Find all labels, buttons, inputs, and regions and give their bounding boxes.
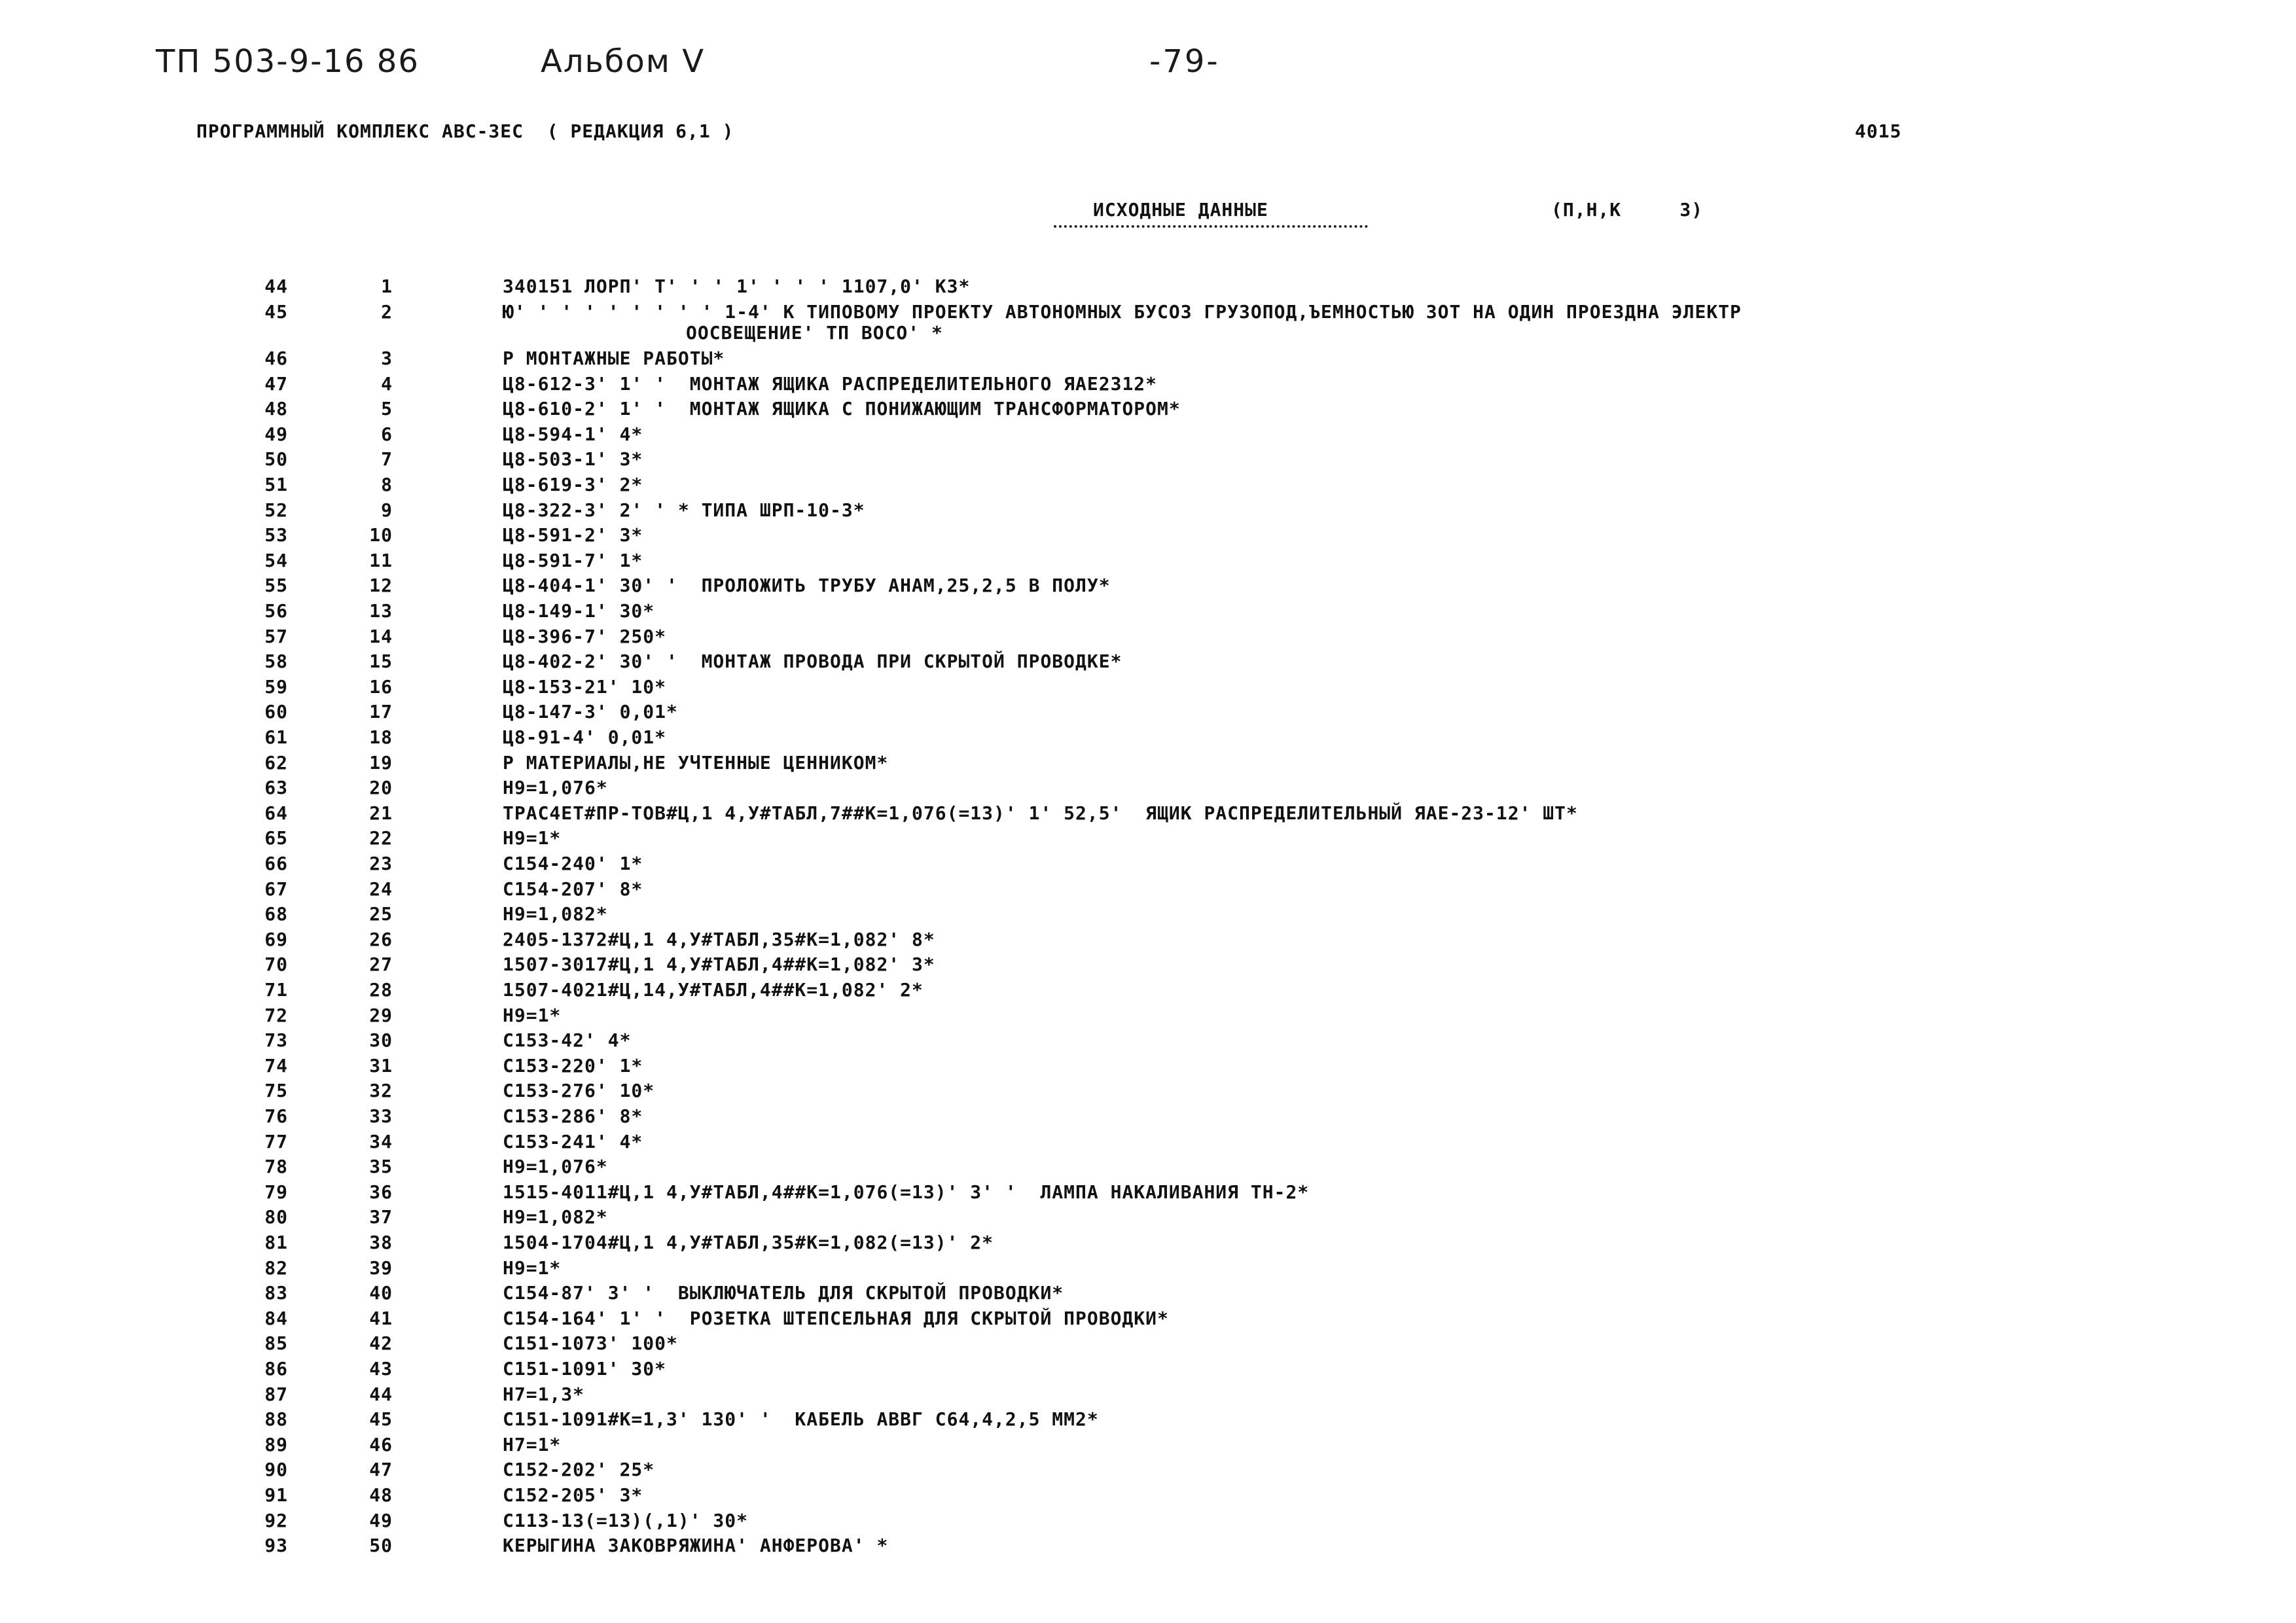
line-text: 2405-1372#Ц,1 4,У#ТАБЛ,35#К=1,082' 8*: [503, 929, 935, 950]
line-text: Н9=1*: [503, 1257, 562, 1279]
record-number: 71: [264, 979, 288, 1001]
record-number: 91: [264, 1484, 288, 1506]
line-number: 45: [369, 1408, 393, 1430]
line-number: 4: [381, 373, 393, 395]
line-text: С153-241' 4*: [503, 1131, 643, 1152]
line-text: 340151 ЛОРП' Т' ' ' 1' ' ' ' 1107,0' КЗ*: [503, 276, 971, 297]
line-text: С154-240' 1*: [503, 853, 643, 874]
record-number: 49: [264, 423, 288, 445]
line-number: 41: [369, 1308, 393, 1329]
line-text: Р МАТЕРИАЛЫ,НЕ УЧТЕННЫЕ ЦЕННИКОМ*: [503, 752, 889, 774]
line-number: 17: [369, 701, 393, 722]
record-number: 53: [264, 524, 288, 546]
record-number: 81: [264, 1232, 288, 1253]
line-number: 47: [369, 1459, 393, 1480]
line-text: Н9=1*: [503, 827, 562, 849]
line-text: Ц8-322-3' 2' ' * ТИПА ШРП-10-3*: [503, 499, 865, 521]
line-number: 19: [369, 752, 393, 774]
line-text: Ц8-402-2' 30' ' МОНТАЖ ПРОВОДА ПРИ СКРЫТОЙ ПРОВОДКЕ*: [503, 651, 1122, 672]
line-text: С154-164' 1' ' РОЗЕТКА ШТЕПСЕЛЬНАЯ ДЛЯ СКРЫТОЙ ПРОВОДКИ*: [503, 1308, 1169, 1329]
record-number: 64: [264, 802, 288, 824]
line-text: С154-207' 8*: [503, 878, 643, 900]
line-text: Ц8-91-4' 0,01*: [503, 726, 667, 748]
line-text: Ц8-149-1' 30*: [503, 600, 655, 622]
page-number: -79-: [1149, 43, 1220, 80]
line-number: 3: [381, 348, 393, 369]
record-number: 82: [264, 1257, 288, 1279]
line-number: 36: [369, 1181, 393, 1203]
line-text: Ц8-591-7' 1*: [503, 550, 643, 571]
line-text: Ц8-619-3' 2*: [503, 474, 643, 495]
record-number: 62: [264, 752, 288, 774]
record-number: 76: [264, 1105, 288, 1127]
line-number: 11: [369, 550, 393, 571]
record-number: 44: [264, 276, 288, 297]
record-number: 68: [264, 903, 288, 925]
line-text: С154-87' 3' ' ВЫКЛЮЧАТЕЛЬ ДЛЯ СКРЫТОЙ ПРОВОДКИ*: [503, 1282, 1064, 1304]
record-number: 84: [264, 1308, 288, 1329]
line-number: 43: [369, 1358, 393, 1380]
line-number: 23: [369, 853, 393, 874]
line-number: 35: [369, 1156, 393, 1177]
line-number: 50: [369, 1535, 393, 1556]
line-number: 25: [369, 903, 393, 925]
record-number: 70: [264, 954, 288, 975]
line-number: 34: [369, 1131, 393, 1152]
record-number: 67: [264, 878, 288, 900]
line-text: С153-286' 8*: [503, 1105, 643, 1127]
record-number: 65: [264, 827, 288, 849]
record-number: 92: [264, 1510, 288, 1531]
line-text: С151-1091#К=1,3' 130' ' КАБЕЛЬ АВВГ С64,4,2,5 ММ2*: [503, 1408, 1099, 1430]
line-text: Ц8-594-1' 4*: [503, 423, 643, 445]
line-number: 48: [369, 1484, 393, 1506]
line-text: 1507-3017#Ц,1 4,У#ТАБЛ,4##К=1,082' 3*: [503, 954, 935, 975]
line-number: 24: [369, 878, 393, 900]
record-number: 89: [264, 1434, 288, 1455]
record-number: 54: [264, 550, 288, 571]
record-number: 45: [264, 301, 288, 323]
record-number: 90: [264, 1459, 288, 1480]
line-text: Ц8-153-21' 10*: [503, 676, 667, 698]
record-number: 88: [264, 1408, 288, 1430]
record-number: 78: [264, 1156, 288, 1177]
line-number: 39: [369, 1257, 393, 1279]
line-number: 20: [369, 777, 393, 798]
line-text: КЕРЫГИНА ЗАКОВРЯЖИНА' АНФЕРОВА' *: [503, 1535, 889, 1556]
line-text: Н7=1*: [503, 1434, 562, 1455]
line-number: 13: [369, 600, 393, 622]
line-text: Н7=1,3*: [503, 1383, 585, 1405]
line-number: 18: [369, 726, 393, 748]
line-number: 38: [369, 1232, 393, 1253]
line-text: Ю' ' ' ' ' ' ' ' ' 1-4' К ТИПОВОМУ ПРОЕКТУ АВТОНОМНЫХ БУСОЗ ГРУЗОПОД,ЪЕМНОСТЬЮ ЗОТ НА ОДИН ПРОЕЗДНА ЭЛЕКТР: [503, 301, 1742, 323]
line-number: 2: [381, 301, 393, 323]
line-text: Н9=1,076*: [503, 777, 608, 798]
line-number: 15: [369, 651, 393, 672]
record-number: 50: [264, 448, 288, 470]
record-number: 75: [264, 1080, 288, 1101]
record-number: 55: [264, 575, 288, 596]
line-text: С152-202' 25*: [503, 1459, 655, 1480]
record-number: 73: [264, 1029, 288, 1051]
line-number: 12: [369, 575, 393, 596]
record-number: 85: [264, 1332, 288, 1354]
record-number: 83: [264, 1282, 288, 1304]
line-number: 27: [369, 954, 393, 975]
record-number: 72: [264, 1005, 288, 1026]
line-number: 31: [369, 1055, 393, 1077]
line-text: Н9=1,076*: [503, 1156, 608, 1177]
line-number: 10: [369, 524, 393, 546]
line-text: Н9=1,082*: [503, 1206, 608, 1228]
line-number: 6: [381, 423, 393, 445]
line-text-continuation: ООСВЕЩЕНИЕ' ТП ВОСО' *: [686, 322, 943, 344]
program-title: ПРОГРАММНЫЙ КОМПЛЕКС АВС-ЗЕС ( РЕДАКЦИЯ 6,1 ): [196, 120, 734, 142]
record-number: 48: [264, 398, 288, 419]
line-number: 29: [369, 1005, 393, 1026]
line-text: С153-276' 10*: [503, 1080, 655, 1101]
line-text: Ц8-396-7' 250*: [503, 626, 667, 647]
record-number: 87: [264, 1383, 288, 1405]
line-number: 44: [369, 1383, 393, 1405]
line-number: 7: [381, 448, 393, 470]
line-text: Ц8-612-3' 1' ' МОНТАЖ ЯЩИКА РАСПРЕДЕЛИТЕЛЬНОГО ЯАЕ2312*: [503, 373, 1158, 395]
line-number: 9: [381, 499, 393, 521]
line-text: Ц8-147-3' 0,01*: [503, 701, 678, 722]
line-number: 46: [369, 1434, 393, 1455]
record-number: 56: [264, 600, 288, 622]
page-code: 4015: [1855, 120, 1902, 142]
record-number: 51: [264, 474, 288, 495]
line-text: Р МОНТАЖНЫЕ РАБОТЫ*: [503, 348, 725, 369]
line-text: Ц8-591-2' 3*: [503, 524, 643, 546]
record-number: 61: [264, 726, 288, 748]
line-number: 26: [369, 929, 393, 950]
section-title-underline: [1054, 225, 1368, 228]
record-number: 86: [264, 1358, 288, 1380]
record-number: 93: [264, 1535, 288, 1556]
record-number: 63: [264, 777, 288, 798]
line-text: Н9=1*: [503, 1005, 562, 1026]
record-number: 74: [264, 1055, 288, 1077]
line-number: 8: [381, 474, 393, 495]
record-number: 77: [264, 1131, 288, 1152]
record-number: 57: [264, 626, 288, 647]
line-number: 42: [369, 1332, 393, 1354]
line-number: 40: [369, 1282, 393, 1304]
line-number: 32: [369, 1080, 393, 1101]
line-number: 28: [369, 979, 393, 1001]
record-number: 79: [264, 1181, 288, 1203]
line-number: 1: [381, 276, 393, 297]
record-number: 52: [264, 499, 288, 521]
line-number: 21: [369, 802, 393, 824]
line-text: 1507-4021#Ц,14,У#ТАБЛ,4##К=1,082' 2*: [503, 979, 924, 1001]
line-text: С113-13(=13)(,1)' 30*: [503, 1510, 749, 1531]
line-number: 22: [369, 827, 393, 849]
album-label: Альбом V: [541, 43, 706, 80]
line-text: 1504-1704#Ц,1 4,У#ТАБЛ,35#К=1,082(=13)' 2*: [503, 1232, 994, 1253]
line-text: С153-42' 4*: [503, 1029, 632, 1051]
record-number: 69: [264, 929, 288, 950]
record-number: 80: [264, 1206, 288, 1228]
line-number: 33: [369, 1105, 393, 1127]
line-text: С151-1091' 30*: [503, 1358, 667, 1380]
line-number: 30: [369, 1029, 393, 1051]
record-number: 66: [264, 853, 288, 874]
line-number: 49: [369, 1510, 393, 1531]
section-title: ИСХОДНЫЕ ДАННЫЕ: [1093, 199, 1268, 221]
line-text: Ц8-404-1' 30' ' ПРОЛОЖИТЬ ТРУБУ АНАМ,25,2,5 В ПОЛУ*: [503, 575, 1111, 596]
line-text: Н9=1,082*: [503, 903, 608, 925]
document-code: ТП 503-9-16 86: [156, 43, 420, 80]
line-text: Ц8-503-1' 3*: [503, 448, 643, 470]
record-number: 60: [264, 701, 288, 722]
line-text: Ц8-610-2' 1' ' МОНТАЖ ЯЩИКА С ПОНИЖАЮЩИМ ТРАНСФОРМАТОРОМ*: [503, 398, 1181, 419]
line-text: С153-220' 1*: [503, 1055, 643, 1077]
line-number: 16: [369, 676, 393, 698]
record-number: 46: [264, 348, 288, 369]
line-text: С151-1073' 100*: [503, 1332, 678, 1354]
line-text: ТРАС4ЕТ#ПР-ТОВ#Ц,1 4,У#ТАБЛ,7##К=1,076(=13)' 1' 52,5' ЯЩИК РАСПРЕДЕЛИТЕЛЬНЫЙ ЯАЕ-23-12' ШТ*: [503, 802, 1578, 824]
line-text: 1515-4011#Ц,1 4,У#ТАБЛ,4##К=1,076(=13)' 3' ' ЛАМПА НАКАЛИВАНИЯ ТН-2*: [503, 1181, 1310, 1203]
line-number: 37: [369, 1206, 393, 1228]
record-number: 47: [264, 373, 288, 395]
line-text: С152-205' 3*: [503, 1484, 643, 1506]
record-number: 58: [264, 651, 288, 672]
record-number: 59: [264, 676, 288, 698]
line-number: 5: [381, 398, 393, 419]
section-params: (П,Н,К 3): [1551, 199, 1704, 221]
line-number: 14: [369, 626, 393, 647]
